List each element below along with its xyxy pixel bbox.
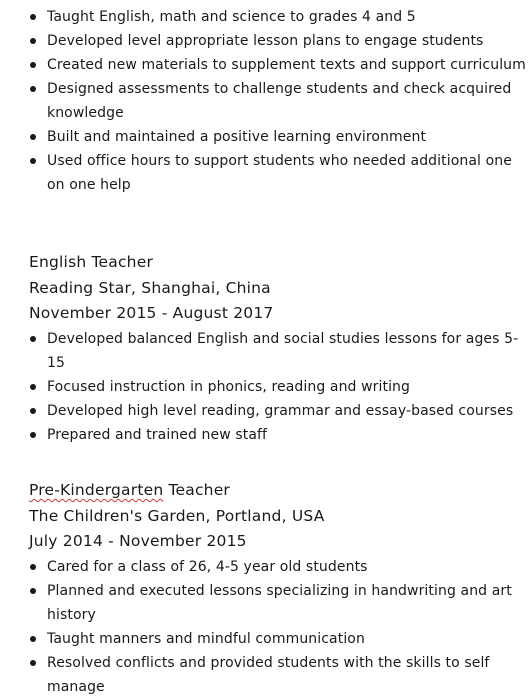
duties-list-3 [0, 555, 532, 699]
job-dates: July 2014 - November 2015 [29, 532, 247, 550]
list-item [0, 53, 532, 77]
job-title-rest: Teacher [163, 481, 231, 499]
duties-list-1 [0, 5, 532, 197]
list-item-text: Planned and executed lessons specializing in handwriting and art history [47, 582, 512, 623]
job-title [0, 478, 532, 504]
list-item [0, 77, 532, 125]
job-employer: The Children's Garden, Portland, USA [29, 506, 325, 525]
bullet-icon [30, 134, 36, 140]
list-item-text: Resolved conflicts and provided students with the skills to self manage [47, 654, 490, 695]
list-item [0, 555, 532, 579]
list-item-text: Focused instruction in phonics, reading and writing [47, 378, 411, 395]
bullet-icon [30, 432, 36, 438]
list-item-text: Prepared and trained new staff [47, 426, 268, 443]
bullet-icon [30, 384, 36, 390]
list-item [0, 125, 532, 149]
job-english-teacher [0, 250, 532, 447]
bullet-icon [30, 408, 36, 414]
list-item-text: Built and maintained a positive learning environment [47, 129, 427, 145]
job-prek-teacher [0, 478, 532, 699]
list-item-text: Created new materials to supplement texts and support curriculum [47, 57, 526, 73]
list-item [0, 327, 532, 375]
list-item-text: Developed balanced English and social studies lessons for ages 5-15 [47, 330, 519, 371]
bullet-icon [30, 62, 36, 68]
list-item [0, 375, 532, 399]
spellcheck-flagged-word: Pre-Kindergarten [29, 481, 164, 499]
list-item [0, 579, 532, 627]
bullet-icon [30, 636, 36, 642]
bullet-icon [30, 38, 36, 44]
list-item [0, 651, 532, 699]
previous-job-duties [0, 5, 532, 197]
list-item-text: Cared for a class of 26, 4-5 year old students [47, 558, 368, 575]
list-item [0, 627, 532, 651]
duties-list-2 [0, 327, 532, 447]
bullet-icon [30, 660, 36, 666]
list-item [0, 399, 532, 423]
list-item-text: Taught manners and mindful communication [47, 630, 365, 647]
job-employer: Reading Star, Shanghai, China [29, 278, 271, 297]
list-item [0, 423, 532, 447]
bullet-icon [30, 336, 36, 342]
list-item [0, 29, 532, 53]
bullet-icon [30, 86, 36, 92]
bullet-icon [30, 158, 36, 164]
list-item [0, 149, 532, 197]
list-item-text: Developed level appropriate lesson plans to engage students [47, 33, 484, 49]
list-item-text: Used office hours to support students who needed additional one on one help [47, 153, 512, 193]
job-title: English Teacher [29, 253, 154, 271]
list-item-text: Taught English, math and science to grades 4 and 5 [47, 9, 416, 25]
list-item [0, 5, 532, 29]
job-dates: November 2015 - August 2017 [29, 304, 274, 322]
list-item-text: Developed high level reading, grammar and essay-based courses [47, 402, 514, 419]
list-item-text: Designed assessments to challenge students and check acquired knowledge [47, 81, 512, 121]
bullet-icon [30, 588, 36, 594]
bullet-icon [30, 14, 36, 20]
bullet-icon [30, 564, 36, 570]
